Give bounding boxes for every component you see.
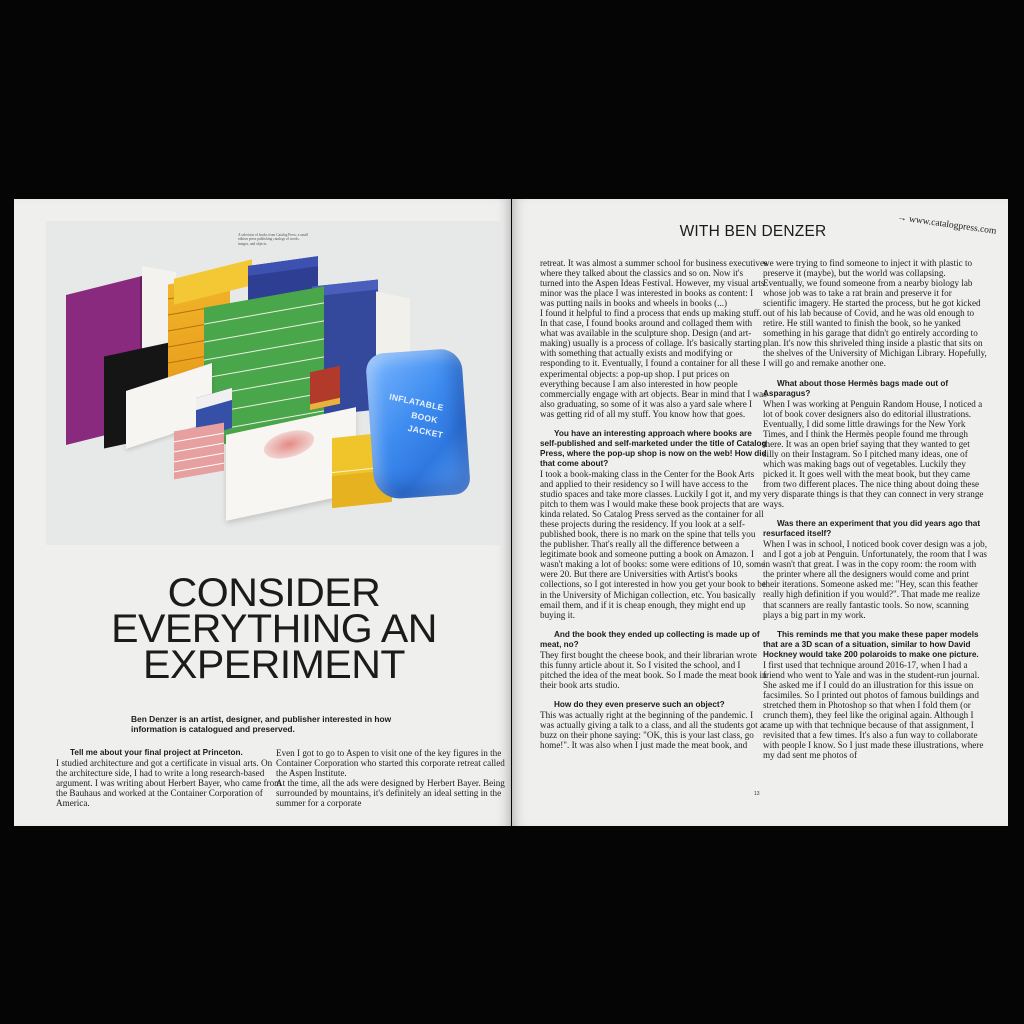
bag-label-2: BOOK: [410, 409, 439, 426]
title-line-3: EXPERIMENT: [143, 643, 405, 687]
right-page: [512, 199, 1008, 826]
answer: I first used that technique around 2016-17, when I had a friend who went to Yale and was in the student-run journal. She asked me if I could do an illustration for this issue on facsimiles. So I printed out photos of famous buildings and stretched them in Photoshop so that when I fold them (or crunch them), they feel like the original again. Although I came up with that technique because of that assignment, I revisited that a few times. It's also a fun way to collaborate with people I know. So I just made these illustrations, where my dad sent me photos of: [763, 659, 984, 761]
paragraph: retreat. It was almost a summer school for business executives where they talked about the classics and so on. Now it's turned into the Aspen Ideas Festival. However, my visual arts minor was the place I was interested in books as content: I was putting nails in books and wheels in books (...): [540, 258, 768, 309]
article-title: [56, 571, 493, 687]
left-column-1: [56, 748, 282, 808]
pink-book-stack: [174, 423, 224, 480]
answer: When I was in school, I noticed book cover design was a job, and I got a job at Penguin. Unfortunately, the room that I was in wasn't that great. I was in the copy room: the room with the printer where all the designers would come and print their iterations. Someone asked me: "Hey, scan this feather really high definition if you would?". That made me realize that scanners are really fantastic tools. So now, scanning plays a big part in my work.: [763, 539, 988, 620]
book-collection-photo: [46, 221, 503, 545]
question: Was there an experiment that you did years ago that resurfaced itself?: [763, 519, 981, 539]
photo-caption: A selection of books from Catalog Press: a small edition press publishing catalogs of words, images, and objects.: [238, 233, 309, 246]
title-line-2: EVERYTHING AN: [111, 607, 437, 651]
running-head: WITH BEN DENZER: [679, 223, 827, 240]
answer: When I was working at Penguin Random House, I noticed a lot of book cover designers also do editorial illustrations. Eventually, I did some little drawings for the New York Times, and I think the Hermès people found me through there. It was an open brief saying that they wanted to get silly on their Instagram. So I pitched many ideas, one of which was making bags out of vegetables. Luckily they picked it. It goes well with the meat book, but they came from two different places. The nice thing about doing these very disparate things is that they can connect in very strange ways.: [763, 398, 984, 510]
answer: They first bought the cheese book, and their librarian wrote this funny article about it. So I visited the school, and I pitched the idea of the meat book. So I made the meat book in their book arts studio.: [540, 649, 767, 690]
bag-label-1: INFLATABLE: [388, 391, 445, 413]
inflatable-book-jacket: [365, 348, 471, 500]
paragraph: At the time, all the ads were designed by Herbert Bayer. Being surrounded by mountains, it's definitely an ideal setting in the summer for a corporate: [276, 778, 505, 809]
right-column-1: [540, 258, 768, 750]
intro-standfirst: Ben Denzer is an artist, designer, and publisher interested in how information is catalogued and preserved.: [131, 714, 392, 735]
website-url: → www.catalogpress.com: [896, 213, 997, 237]
title-line-1: CONSIDER: [167, 571, 381, 615]
paragraph: we were trying to find someone to inject it with plastic to preserve it (maybe), but the world was collapsing. Eventually, we found someone from a nearby biology lab whose job was to take a rat brain and preserve it for scientific imagery. He started the process, but he got kicked out of his lab because of Covid, and he was old enough to retire. He still wanted to finish the book, so he yanked something in his garage that didn't go entirely according to plan. It's now this shriveled thing inside a plastic that sits on the shelves of the University of Michigan Library. Hopefully, I will go and remake another one.: [763, 258, 987, 369]
right-column-2: [763, 258, 987, 760]
bag-label-3: JACKET: [406, 422, 445, 441]
question: What about those Hermès bags made out of Asparagus?: [763, 378, 949, 398]
question: Tell me about your final project at Princeton.: [70, 748, 243, 757]
question: And the book they ended up collecting is made up of meat, no?: [540, 629, 760, 649]
question: This reminds me that you make these paper models that are a 3D scan of a situation, similar to how David Hockney would take 200 polaroids to make one picture.: [763, 629, 979, 659]
answer: I took a book-making class in the Center for the Book Arts and applied to their residency so I will have access to the studio spaces and take more classes. Luckily I got it, and my pitch to them was I would make these book projects that are kinda related. So Catalog Press served as the container for all these projects during the residency. If you look at a self-published book, there is no mark on the spine that tells you the publisher. That's really all the difference between a legitimate book and someone putting a book on Amazon. I wasn't making a lot of books: some were editions of 10, some were 20. But there are Universities with Artist's books collections, so I got interested in how you get your book to be in the University of Michigan collection, etc. You basically email them, and if it is cheap enough, they might end up buying it.: [540, 468, 766, 620]
paragraph: I found it helpful to find a process that ends up making stuff. In that case, I found books around and collaged them with what was available in the sculpture shop. Design (and art-making) usually is a process of collage. It's basically starting with something that actually exists and modifying or responding to it. Eventually, I found a container for all these experimental objects: a pop-up shop. I put prices on everything because I am also interested in how people commercially engage with art objects. Bear in mind that I was also graduating, so some of it was also a yard sale where I was getting rid of all my stuff. You know how that goes.: [540, 308, 767, 419]
answer: This was actually right at the beginning of the pandemic. I was actually giving a talk to a class, and all the students got a buzz on their phone saying: "OK, this is your last class, go home!". It was also when I just made the meat book, and: [540, 709, 765, 751]
page-number: 13: [754, 791, 760, 797]
paragraph: Even I got to go to Aspen to visit one of the key figures in the Container Corporation who started this corporate retreat called the Aspen Institute.: [276, 748, 505, 779]
answer: I studied architecture and got a certificate in visual arts. On the architecture side, I had to write a long research-based argument. I was writing about Herbert Bayer, who came from the Bauhaus and worked at the Container Corporation of America.: [56, 758, 282, 809]
left-page: [14, 199, 511, 826]
left-column-2: [276, 748, 506, 808]
question: You have an interesting approach where books are self-published and self-marketed under the title of Catalog Press, where the pop-up shop is now on the web! How did that come about?: [540, 428, 767, 468]
small-red-books: [310, 366, 340, 410]
question: How do they even preserve such an object?: [554, 699, 725, 709]
